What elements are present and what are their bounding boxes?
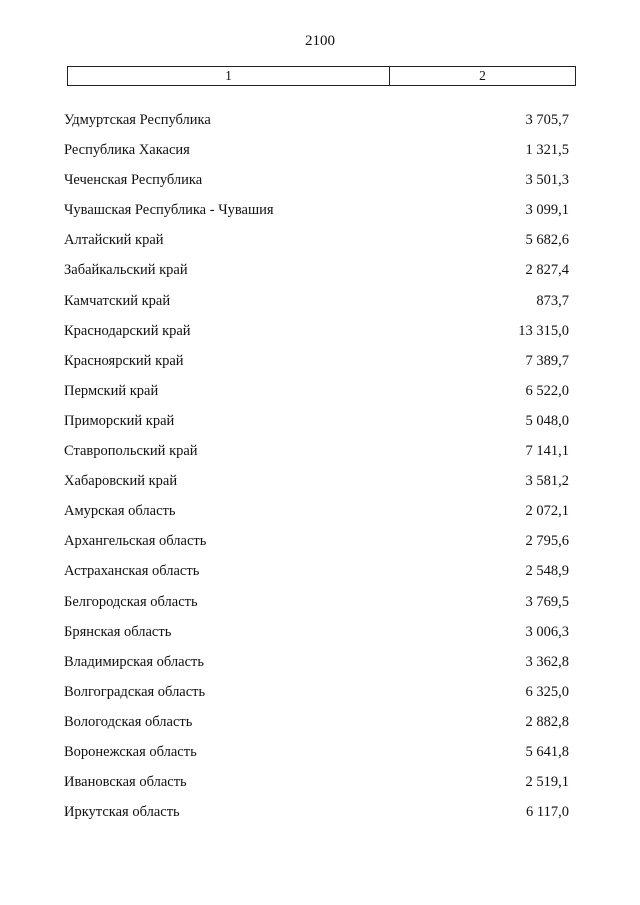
- row-name: Владимирская область: [64, 653, 204, 670]
- row-value: 3 006,3: [525, 623, 569, 640]
- row-value: 3 581,2: [525, 473, 569, 490]
- row-name: Красноярский край: [64, 352, 184, 369]
- table-row: [0, 172, 640, 202]
- table-row: [0, 473, 640, 503]
- table-row: [0, 533, 640, 563]
- row-value: 7 389,7: [525, 352, 569, 369]
- table-header-col-2: 2: [479, 68, 486, 84]
- row-name: Камчатский край: [64, 292, 171, 309]
- row-value: 3 705,7: [525, 112, 569, 128]
- table-row: [0, 563, 640, 593]
- row-name: Ивановская область: [64, 774, 187, 791]
- row-value: 873,7: [536, 292, 569, 309]
- table-row: [0, 804, 640, 834]
- table-row: [0, 293, 640, 323]
- table-row: [0, 323, 640, 353]
- row-value: 5 048,0: [525, 412, 569, 429]
- table-row: [0, 383, 640, 413]
- table-row: [0, 624, 640, 654]
- table-row: [0, 503, 640, 533]
- table-row: [0, 112, 640, 142]
- table-row: [0, 744, 640, 774]
- table-header-col-1: 1: [68, 67, 390, 85]
- row-value: 5 682,6: [525, 232, 569, 249]
- row-value: 13 315,0: [518, 322, 569, 339]
- row-value: 5 641,8: [525, 743, 569, 760]
- table-row: [0, 774, 640, 804]
- row-name: Краснодарский край: [64, 322, 191, 339]
- table-row: [0, 684, 640, 714]
- table-row: [0, 353, 640, 383]
- table-row: [0, 443, 640, 473]
- row-name: Астраханская область: [64, 563, 200, 580]
- row-name: Волгоградская область: [64, 683, 206, 700]
- row-name: Архангельская область: [64, 533, 207, 550]
- row-name: Республика Хакасия: [64, 142, 190, 159]
- row-value: 7 141,1: [525, 443, 569, 460]
- row-name: Вологодская область: [64, 713, 193, 730]
- row-name: Пермский край: [64, 382, 159, 399]
- row-value: 6 325,0: [525, 683, 569, 700]
- row-value: 3 099,1: [525, 202, 569, 219]
- table-body: [0, 112, 640, 834]
- row-value: 2 519,1: [525, 774, 569, 791]
- table-row: [0, 232, 640, 262]
- row-name: Чеченская Республика: [64, 172, 203, 189]
- row-name: Брянская область: [64, 623, 172, 640]
- row-name: Белгородская область: [64, 593, 198, 610]
- row-value: 2 827,4: [525, 262, 569, 279]
- table-row: [0, 413, 640, 443]
- row-value: 2 795,6: [525, 533, 569, 550]
- table-row: [0, 654, 640, 684]
- row-value: 1 321,5: [525, 142, 569, 159]
- table-row: [0, 202, 640, 232]
- row-value: 3 501,3: [525, 172, 569, 189]
- row-name: Удмуртская Республика: [64, 112, 211, 128]
- row-name: Приморский край: [64, 412, 175, 429]
- row-value: 6 117,0: [526, 804, 569, 821]
- table-row: [0, 594, 640, 624]
- row-value: 6 522,0: [525, 382, 569, 399]
- table-row: [0, 262, 640, 292]
- row-value: 3 769,5: [525, 593, 569, 610]
- row-name: Иркутская область: [64, 804, 180, 821]
- row-name: Ставропольский край: [64, 443, 198, 460]
- row-value: 2 072,1: [525, 503, 569, 520]
- table-header: [67, 66, 576, 86]
- row-name: Воронежская область: [64, 743, 197, 760]
- table-row: [0, 714, 640, 744]
- row-name: Амурская область: [64, 503, 176, 520]
- table-row: [0, 142, 640, 172]
- row-value: 3 362,8: [525, 653, 569, 670]
- page-number: 2100: [305, 33, 335, 49]
- row-name: Чувашская Республика - Чувашия: [64, 202, 274, 219]
- row-value: 2 548,9: [525, 563, 569, 580]
- row-value: 2 882,8: [525, 713, 569, 730]
- row-name: Алтайский край: [64, 232, 164, 249]
- row-name: Хабаровский край: [64, 473, 178, 490]
- row-name: Забайкальский край: [64, 262, 188, 279]
